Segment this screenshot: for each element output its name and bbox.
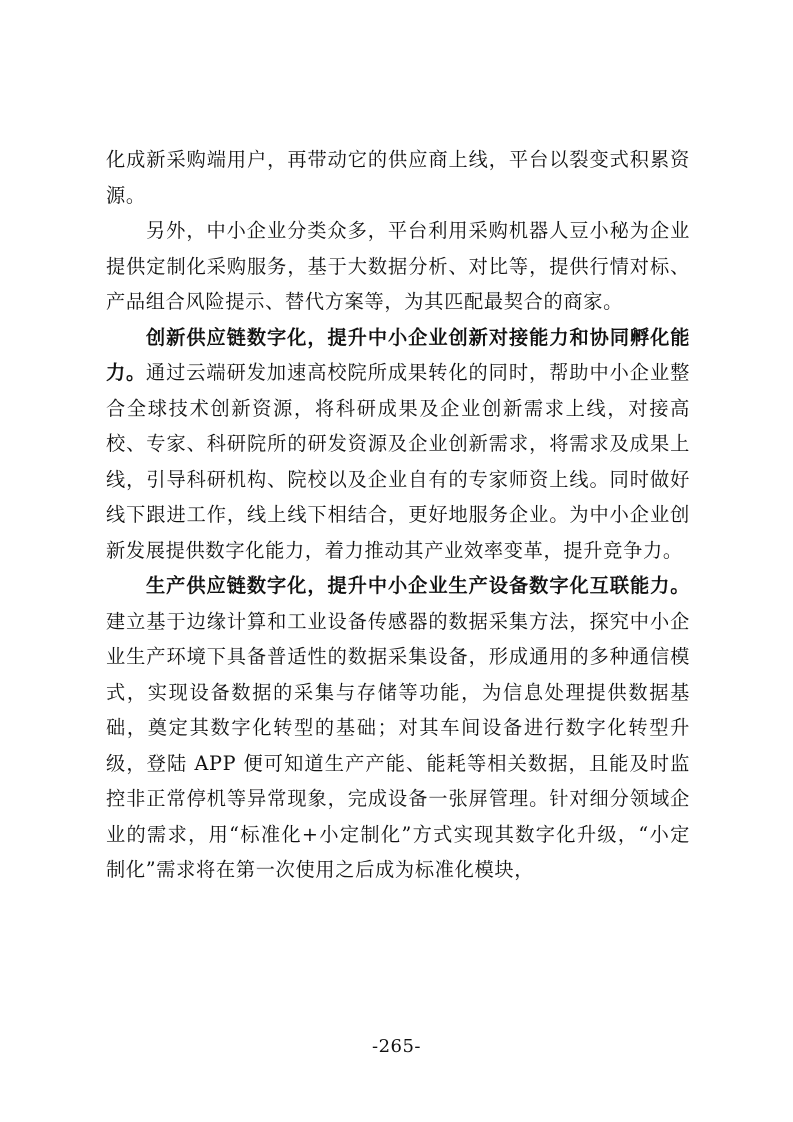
paragraph-2 [106,213,690,320]
paragraph-1 [106,142,690,213]
paragraph-4-text: 建立基于边缘计算和工业设备传感器的数据采集方法，探究中小企业生产环境下具备普适性的数据采集设备，形成通用的多种通信模式，实现设备数据的采集与存储等功能，为信息处理提供数据基础，奠定其数字化转型的基础；对其车间设备进行数字化转型升级，登陆 APP 便可知道生产产能、能耗等相关数据，且能及时监控非正常停机等异常现象，完成设备一张屏管理。针对细分领域企业的需求，用“标准化+小定制化”方式实现其数字化升级，“小定制化”需求将在第一次使用之后成为标准化模块， [106,609,690,881]
paragraph-4 [106,568,690,888]
paragraph-1-text: 化成新采购端用户，再带动它的供应商上线，平台以裂变式积累资源。 [106,148,690,207]
body-text [106,142,690,888]
page-number: -265- [371,1036,422,1057]
paragraph-2-text: 另外，中小企业分类众多，平台利用采购机器人豆小秘为企业提供定制化采购服务，基于大数据分析、对比等，提供行情对标、产品组合风险提示、替代方案等，为其匹配最契合的商家。 [106,219,690,313]
paragraph-4-lead: 生产供应链数字化，提升中小企业生产设备数字化互联能力。 [146,574,690,597]
paragraph-3-text: 通过云端研发加速高校院所成果转化的同时，帮助中小企业整合全球技术创新资源，将科研成果及企业创新需求上线，对接高校、专家、科研院所的研发资源及企业创新需求，将需求及成果上线，引导科研机构、院校以及企业自有的专家师资上线。同时做好线下跟进工作，线上线下相结合，更好地服务企业。为中小企业创新发展提供数字化能力，着力推动其产业效率变革，提升竞争力。 [106,361,690,562]
paragraph-3 [106,320,690,569]
paragraph-3-lead: 创新供应链数字化，提升中小企业创新对接能力和协同孵化能力。 [106,325,690,384]
